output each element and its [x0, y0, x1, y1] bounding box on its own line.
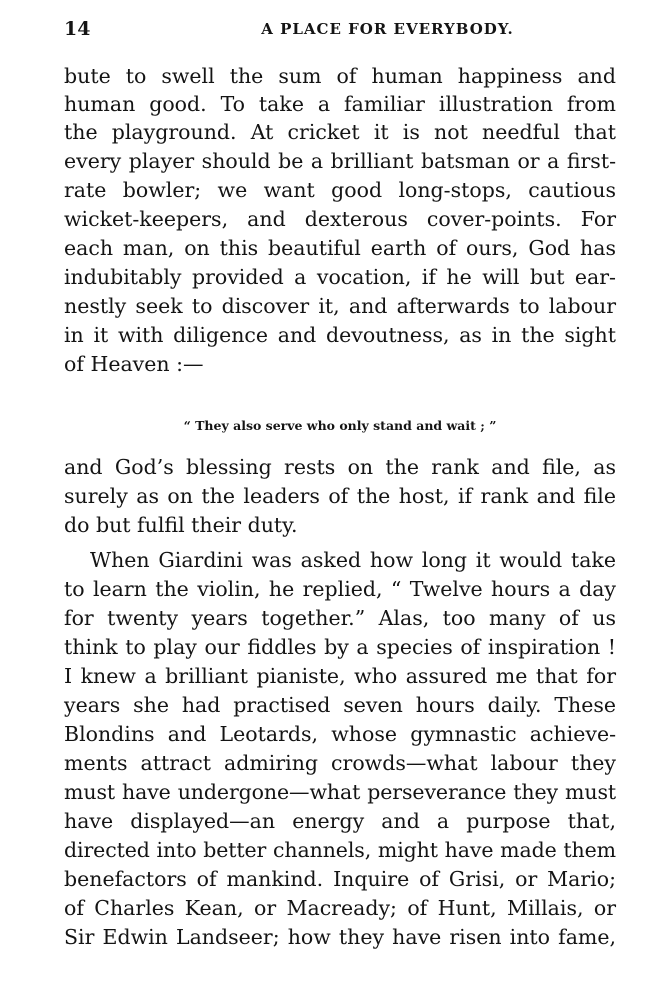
- body-line: I knew a brilliant pianiste, who assured me that for: [64, 664, 616, 688]
- body-line: the playground. At cricket it is not needful that: [64, 120, 616, 144]
- body-line: bute to swell the sum of human happiness and: [64, 64, 616, 88]
- body-line: every player should be a brilliant batsman or a first-: [64, 149, 616, 173]
- body-line: in it with diligence and devoutness, as in the sight: [64, 323, 616, 347]
- body-line: to learn the violin, he replied, “ Twelve hours a day: [64, 577, 616, 601]
- body-line: each man, on this beautiful earth of ours, God has: [64, 236, 616, 260]
- body-line: nestly seek to discover it, and afterwards to labour: [64, 294, 616, 318]
- body-line: must have undergone—what perseverance they must: [64, 780, 616, 804]
- body-line: indubitably provided a vocation, if he will but ear-: [64, 265, 616, 289]
- block-quote: “ They also serve who only stand and wait ; ”: [183, 418, 497, 433]
- body-line: rate bowler; we want good long-stops, cautious: [64, 178, 616, 202]
- body-line: and God’s blessing rests on the rank and file, as: [64, 455, 616, 479]
- body-line: benefactors of mankind. Inquire of Grisi, or Mario;: [64, 867, 616, 891]
- body-line: ments attract admiring crowds—what labour they: [64, 751, 616, 775]
- page-number: 14: [64, 18, 91, 40]
- body-line: of Heaven :—: [64, 352, 204, 376]
- body-line: human good. To take a familiar illustration from: [64, 92, 616, 116]
- page-header: [64, 18, 619, 44]
- body-line: Blondins and Leotards, whose gymnastic achieve-: [64, 722, 616, 746]
- body-line: directed into better channels, might have made them: [64, 838, 616, 862]
- body-line: of Charles Kean, or Macready; of Hunt, Millais, or: [64, 896, 616, 920]
- body-line: surely as on the leaders of the host, if rank and file: [64, 484, 616, 508]
- body-line: do but fulfil their duty.: [64, 513, 298, 537]
- body-line: for twenty years together.” Alas, too many of us: [64, 606, 616, 630]
- body-line: wicket-keepers, and dexterous cover-points. For: [64, 207, 616, 231]
- body-line: have displayed—an energy and a purpose that,: [64, 809, 616, 833]
- body-line: Sir Edwin Landseer; how they have risen into fame,: [64, 925, 616, 949]
- body-line: years she had practised seven hours daily. These: [64, 693, 616, 717]
- body-line: think to play our fiddles by a species of inspiration !: [64, 635, 616, 659]
- running-title: A PLACE FOR EVERYBODY.: [261, 20, 514, 38]
- body-line: When Giardini was asked how long it would take: [90, 548, 616, 572]
